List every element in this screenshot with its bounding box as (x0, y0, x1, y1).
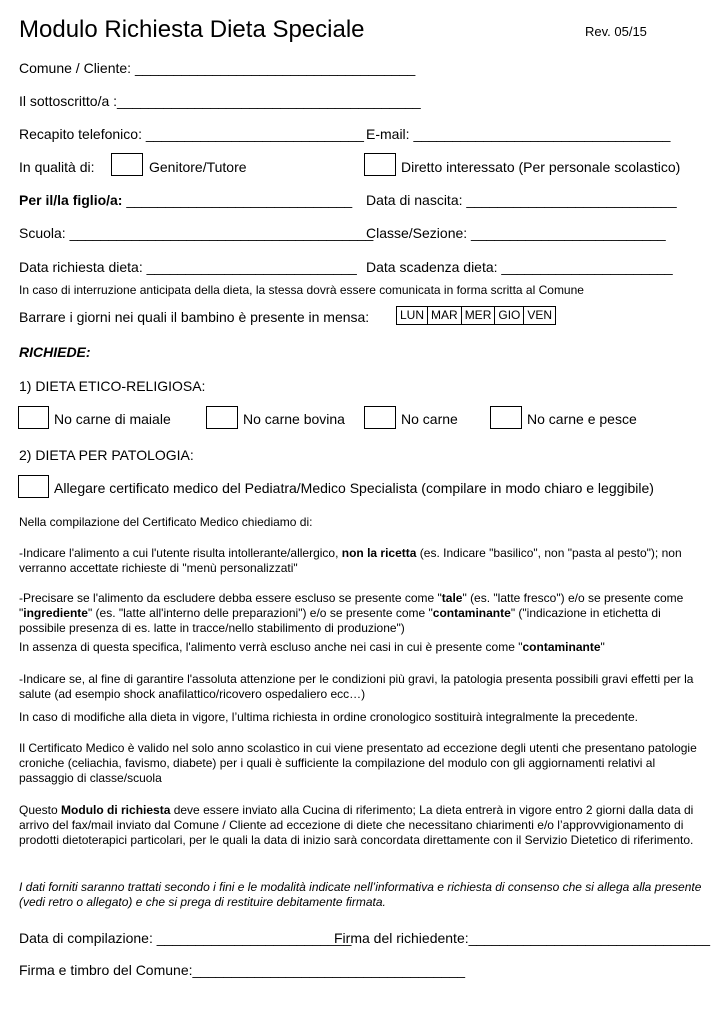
firma-comune-field[interactable]: Firma e timbro del Comune:___________________________________ (19, 962, 466, 978)
cert-p3: In assenza di questa specifica, l'alimento verrà escluso anche nei casi in cui è presente come "contaminante" (19, 640, 605, 654)
classe-field[interactable]: Classe/Sezione: _________________________ (366, 225, 666, 241)
email-field[interactable]: E-mail: _________________________________ (366, 126, 671, 142)
cert-p2: -Precisare se l'alimento da escludere debba essere escluso se presente come "tale" (es. "latte fresco") e/o se presente come "ingrediente" (es. "latte all'interno delle preparazioni") e/o se presente come "contaminante" ("indicazione in etichetta di possibile presenza di es. latte in tracce/nello stabilimento di produzione") (19, 591, 684, 635)
day-mer[interactable]: MER (461, 307, 495, 324)
dieta-etica-title: 1) DIETA ETICO-RELIGIOSA: (19, 378, 206, 394)
data-scadenza-field[interactable]: Data scadenza dieta: ______________________ (366, 259, 673, 275)
diretto-label: Diretto interessato (Per personale scolastico) (401, 159, 681, 175)
no-maiale-label: No carne di maiale (54, 411, 171, 427)
giorni-boxes (396, 306, 556, 325)
data-richiesta-field[interactable]: Data richiesta dieta: ___________________________ (19, 259, 357, 275)
figlio-label: Per il/la figlio/a: (19, 192, 123, 208)
no-carne-pesce-label: No carne e pesce (527, 411, 637, 427)
data-compilazione-field[interactable]: Data di compilazione: _________________________ (19, 930, 352, 946)
cert-p1: -Indicare l'alimento a cui l'utente risulta intollerante/allergico, non la ricetta (es. Indicare "basilico", non "pasta al pesto"); non verranno accettate richieste di "menù personalizzati" (19, 546, 682, 575)
no-carne-checkbox[interactable] (364, 406, 396, 429)
firma-richiedente-field[interactable]: Firma del richiedente:_______________________________ (334, 930, 710, 946)
cert-intro: Nella compilazione del Certificato Medico chiediamo di: (19, 515, 313, 529)
no-maiale-checkbox[interactable] (18, 406, 49, 429)
privacy-note: I dati forniti saranno trattati secondo i fini e le modalità indicate nell’informativa e richiesta di consenso che si allega alla presente (vedi retro o allegato) e che si prega di restituire debitamente firmata. (19, 880, 702, 909)
qualita-label: In qualità di: (19, 159, 95, 175)
day-mar[interactable]: MAR (427, 307, 461, 324)
revision-label: Rev. 05/15 (585, 24, 647, 39)
no-carne-label: No carne (401, 411, 458, 427)
genitore-label: Genitore/Tutore (149, 159, 247, 175)
day-gio[interactable]: GIO (494, 307, 523, 324)
cert-p5: In caso di modifiche alla dieta in vigore, l’ultima richiesta in ordine cronologico sostituirà integralmente la precedente. (19, 710, 638, 724)
giorni-label: Barrare i giorni nei quali il bambino è presente in mensa: (19, 309, 370, 325)
scuola-field[interactable]: Scuola: _______________________________________ (19, 225, 374, 241)
no-carne-pesce-checkbox[interactable] (490, 406, 522, 429)
no-bovina-checkbox[interactable] (206, 406, 238, 429)
cert-p7: Questo Modulo di richiesta deve essere inviato alla Cucina di riferimento; La dieta entrerà in vigore entro 2 giorni dalla data di arrivo del fax/mail inviato dal Comune / Cliente ad eccezione di diete che necessitano chiarimenti e/o l’approvvigionamento di prodotti dietoterapici particolari, per le quali la data di inizio sarà concordata direttamente con il Servizio Dietetico di riferimento. (19, 803, 694, 847)
figlio-line: _____________________________ (122, 192, 353, 208)
richiede-heading: RICHIEDE: (19, 344, 91, 360)
dieta-patologia-title: 2) DIETA PER PATOLOGIA: (19, 447, 194, 463)
interruzione-note: In caso di interruzione anticipata della dieta, la stessa dovrà essere comunicata in forma scritta al Comune (19, 283, 584, 297)
page-title: Modulo Richiesta Dieta Speciale (19, 16, 365, 43)
day-ven[interactable]: VEN (523, 307, 555, 324)
diretto-checkbox[interactable] (364, 153, 396, 176)
certificato-label: Allegare certificato medico del Pediatra/Medico Specialista (compilare in modo chiaro e leggibile) (54, 480, 654, 496)
genitore-checkbox[interactable] (111, 153, 143, 176)
cert-p4: -Indicare se, al fine di garantire l'assoluta attenzione per le condizioni più gravi, la patologia presenta possibili gravi effetti per la salute (ad esempio shock anafilattico/ricovero ospedaliero ecc…) (19, 672, 694, 701)
figlio-field[interactable] (19, 192, 352, 208)
cert-p6: Il Certificato Medico è valido nel solo anno scolastico in cui viene presentato ad eccezione degli utenti che presentano patologie croniche (celiachia, favismo, diabete) per i quali è sufficiente la compilazione del modulo con gli aggiornamenti relativi al passaggio di classe/scuola (19, 741, 697, 785)
nascita-field[interactable]: Data di nascita: ___________________________ (366, 192, 677, 208)
comune-field[interactable]: Comune / Cliente: ____________________________________ (19, 60, 416, 76)
sottoscritto-field[interactable]: Il sottoscritto/a :_______________________________________ (19, 93, 421, 109)
certificato-checkbox[interactable] (18, 475, 49, 498)
no-bovina-label: No carne bovina (243, 411, 345, 427)
recapito-field[interactable]: Recapito telefonico: ____________________________ (19, 126, 364, 142)
day-lun[interactable]: LUN (400, 308, 425, 322)
